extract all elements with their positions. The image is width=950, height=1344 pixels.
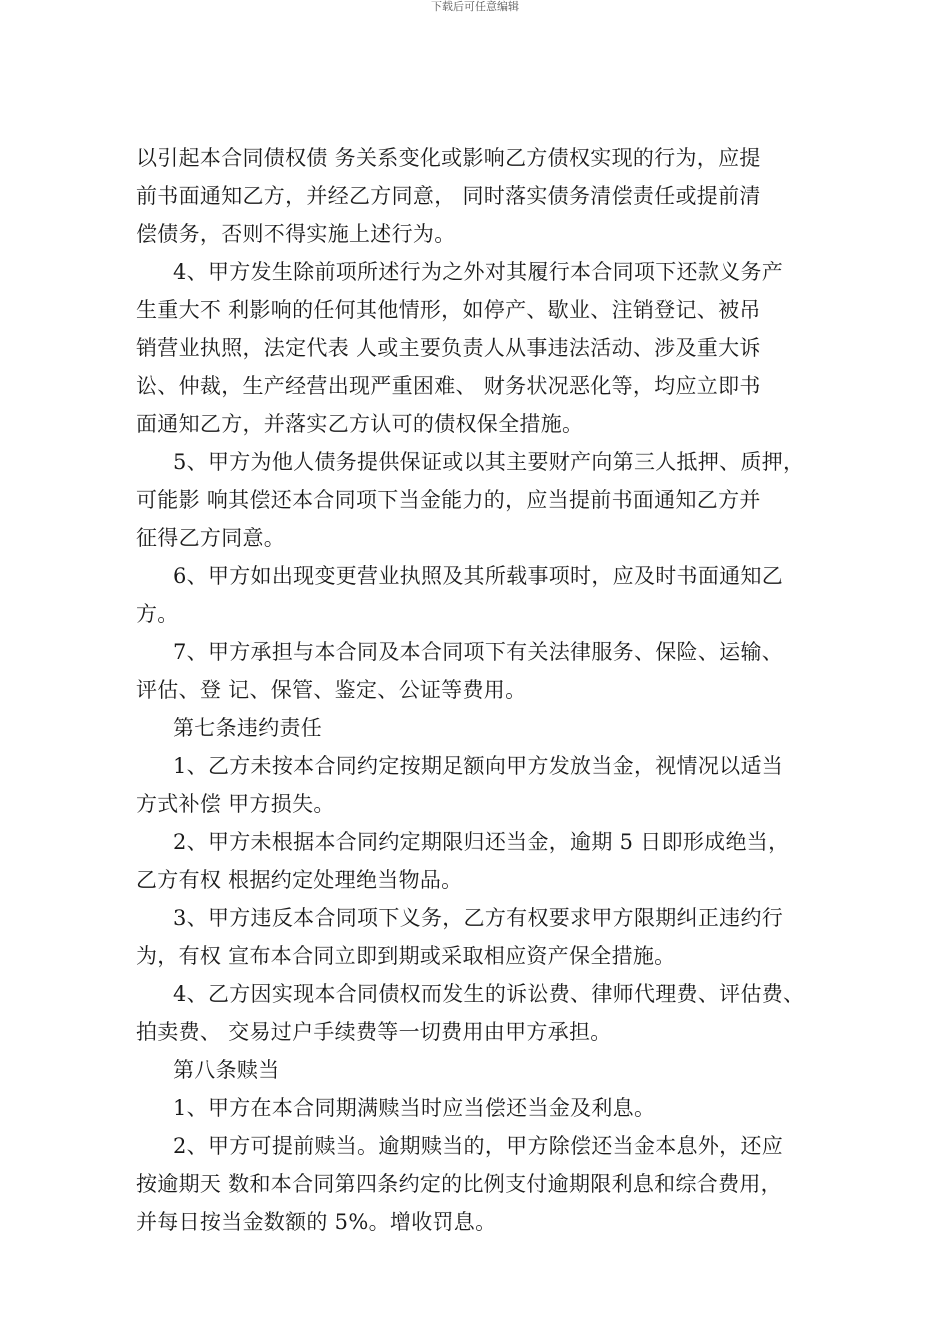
text-line: 面通知乙方，并落实乙方认可的债权保全措施。 (136, 412, 584, 436)
section-heading-8: 第八条赎当 (173, 1058, 280, 1082)
liability-1-line: 1、乙方未按本合同约定按期足额向甲方发放当金，视情况以适当 (173, 754, 784, 778)
liability-4-line: 4、乙方因实现本合同债权而发生的诉讼费、律师代理费、评估费、 (173, 982, 805, 1006)
text-line: 评估、登 记、保管、鉴定、公证等费用。 (136, 678, 527, 702)
redemption-2-line: 2、甲方可提前赎当。逾期赎当的，甲方除偿还当金本息外，还应 (173, 1134, 784, 1158)
text-line: 按逾期天 数和本合同第四条约定的比例支付逾期限利息和综合费用， (136, 1172, 782, 1196)
text-line: 方式补偿 甲方损失。 (136, 792, 335, 816)
text-line: 可能影 响其偿还本合同项下当金能力的，应当提前书面通知乙方并 (136, 488, 761, 512)
text-line: 前书面通知乙方，并经乙方同意， 同时落实债务清偿责任或提前清 (136, 184, 761, 208)
text-line: 偿债务，否则不得实施上述行为。 (136, 222, 456, 246)
text-line: 征得乙方同意。 (136, 526, 286, 550)
text-line: 销营业执照，法定代表 人或主要负责人从事违法活动、涉及重大诉 (136, 336, 761, 360)
text-line: 并每日按当金数额的 5%。增收罚息。 (136, 1210, 497, 1234)
text-line: 为，有权 宣布本合同立即到期或采取相应资产保全措施。 (136, 944, 676, 968)
text-line: 讼、仲裁，生产经营出现严重困难、 财务状况恶化等，均应立即书 (136, 374, 761, 398)
text-line: 生重大不 利影响的任何其他情形，如停产、歇业、注销登记、被吊 (136, 298, 761, 322)
section-heading-7: 第七条违约责任 (173, 716, 323, 740)
page-header: 下载后可任意编辑 (431, 0, 519, 13)
liability-2-line: 2、甲方未根据本合同约定期限归还当金，逾期 5 日即形成绝当， (173, 830, 790, 854)
text-line: 拍卖费、 交易过户手续费等一切费用由甲方承担。 (136, 1020, 612, 1044)
clause-7-line: 7、甲方承担与本合同及本合同项下有关法律服务、保险、运输、 (173, 640, 784, 664)
liability-3-line: 3、甲方违反本合同项下义务，乙方有权要求甲方限期纠正违约行 (173, 906, 784, 930)
text-line: 乙方有权 根据约定处理绝当物品。 (136, 868, 463, 892)
document-body (136, 139, 826, 1241)
clause-6-line: 6、甲方如出现变更营业执照及其所载事项时，应及时书面通知乙 (173, 564, 784, 588)
text-line: 方。 (136, 602, 179, 626)
clause-5-line: 5、甲方为他人债务提供保证或以其主要财产向第三人抵押、质押， (173, 450, 805, 474)
clause-4-line: 4、甲方发生除前项所述行为之外对其履行本合同项下还款义务产 (173, 260, 784, 284)
text-line: 以引起本合同债权债 务关系变化或影响乙方债权实现的行为，应提 (136, 146, 761, 170)
redemption-1-line: 1、甲方在本合同期满赎当时应当偿还当金及利息。 (173, 1096, 656, 1120)
